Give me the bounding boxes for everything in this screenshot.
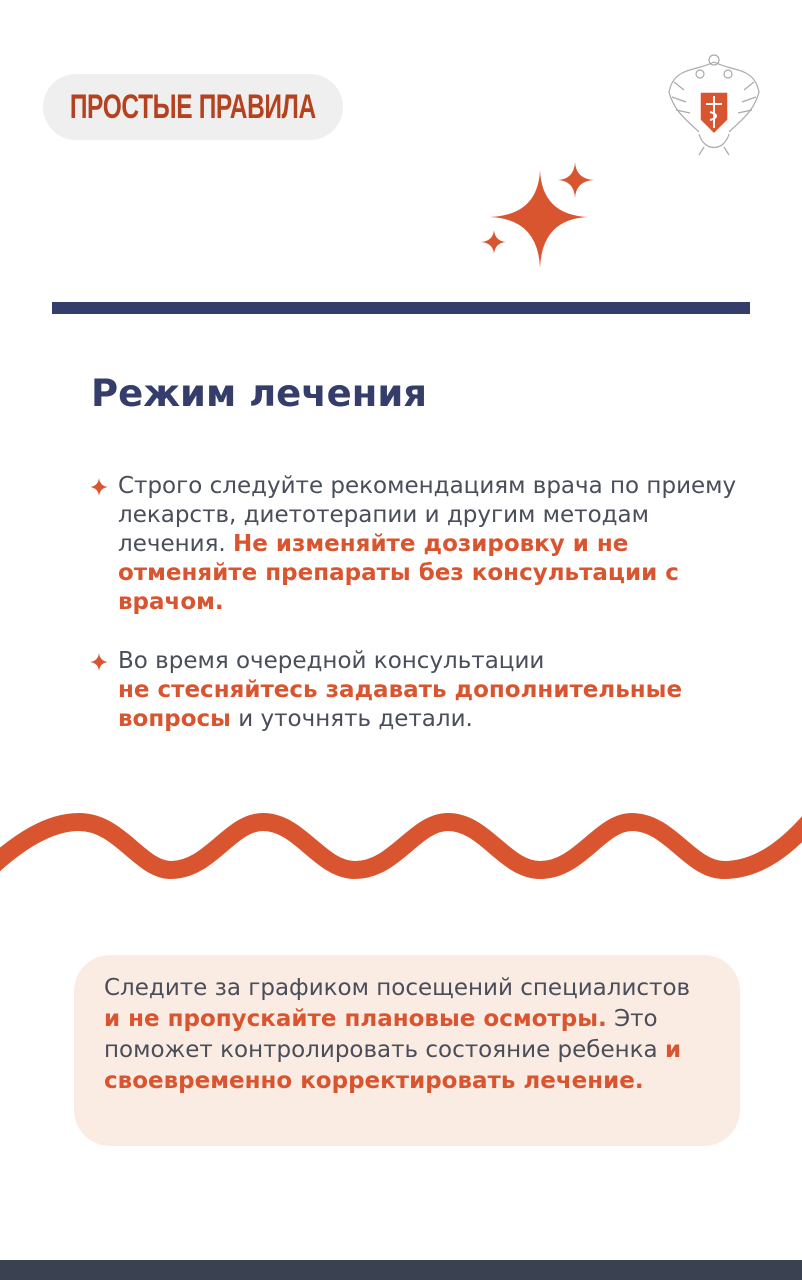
sparkle-stars-icon [478,160,598,275]
callout-box [74,955,740,1146]
item-text: Строго следуйте рекомендациям врача по приему лекарств, диетотерапии и другим методам лечения. [118,473,737,557]
page-title: Режим лечения [91,372,428,415]
list-item [118,472,758,617]
callout-text: Следите за графиком посещений специалистов [104,975,691,1001]
bullet-star-icon [90,653,108,671]
decorative-wave [0,790,802,900]
item-emphasis: не стесняйтесь задавать дополнительные вопросы [118,677,683,732]
callout-text: Это поможет контролировать состояние ребенка [104,1006,665,1063]
divider-bar [52,302,750,314]
item-text: Во время очередной консультации [118,648,545,674]
bullet-star-icon [90,478,108,496]
item-text: и уточнять детали. [230,706,473,732]
footer-bar [0,1260,802,1280]
callout-emphasis: и не пропускайте плановые осмотры. [104,1006,607,1032]
list-item [118,647,758,734]
emblem-icon [664,52,764,157]
badge-label: ПРОСТЫЕ ПРАВИЛА [70,87,316,126]
section-badge [43,74,343,140]
item-emphasis: Не изменяйте дозировку и не отменяйте препараты без консультации с врачом. [118,531,679,615]
callout-emphasis: и своевременно корректировать лечение. [104,1037,682,1094]
